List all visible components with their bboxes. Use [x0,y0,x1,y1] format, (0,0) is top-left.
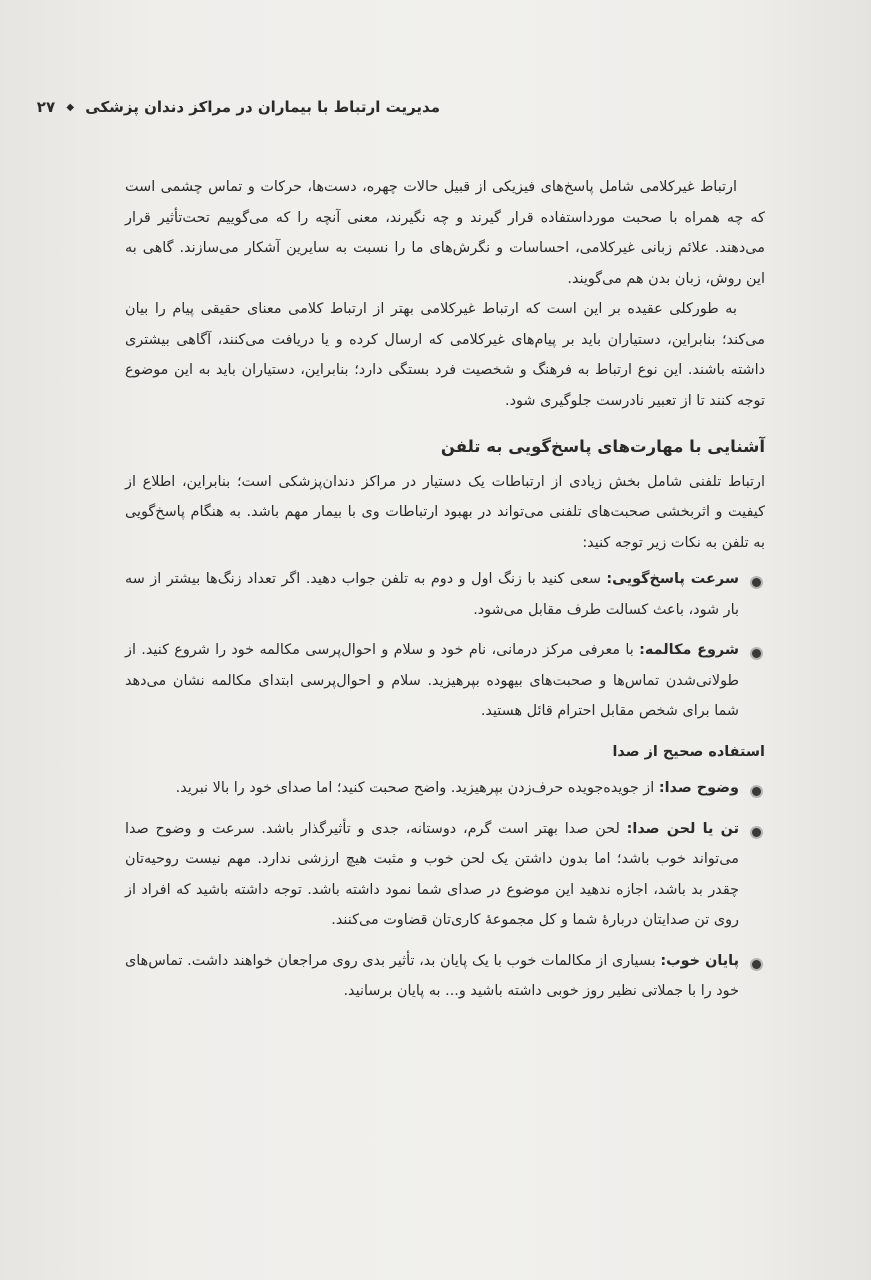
bullet-term: پایان خوب: [660,952,739,969]
page-title: مدیریت ارتباط با بیماران در مراکز دندان پزشکی [85,98,440,116]
paragraph-nonverbal: ارتباط غیرکلامی شامل پاسخ‌های فیزیکی از قبیل حالات چهره، دست‌ها، حرکات و تماس چشمی است که چه همراه با صحبت مورداستفاده قرار گیرند و چه نگیرند، معنی آنچه را که می‌گوییم تحت‌تأثیر قرار می‌دهند. علائم زبانی غیرکلامی، احساسات و نگرش‌های ما را نسبت به سایرین آشکار می‌سازند. گاهی به این روش، زبان بدن هم می‌گویند. [125,179,765,287]
list-item [125,635,765,727]
running-head [36,98,440,120]
voice-tips-list [125,773,765,1007]
section-intro: ارتباط تلفنی شامل بخش زیادی از ارتباطات یک دستیار در مراکز دندان‌پزشکی است؛ بنابراین، اطلاع از کیفیت و اثربخشی صحبت‌های تلفنی می‌تواند در بهبود ارتباطات وی با بیمار مهم باشد. به هنگام پاسخ‌گویی به تلفن به نکات زیر توجه کنید: [125,473,765,551]
bullet-text: با معرفی مرکز درمانی، نام خود و سلام و احوال‌پرسی مکالمه خود را شروع کنید. از طولانی‌شدن تماس‌ها و صحبت‌های بیهوده بپرهیزید. سلام و احوال‌پرسی ابتدای مکالمه نشان می‌دهد شما برای شخص مقابل احترام قائل هستید. [125,642,739,719]
list-item [125,814,765,936]
bullet-icon [750,576,763,589]
phone-tips-list [125,564,765,727]
bullet-text: لحن صدا بهتر است گرم، دوستانه، جدی و تأثیرگذار باشد. سرعت و وضوح صدا می‌تواند خوب باشد؛ اما بدون داشتن یک لحن خوب و مثبت هیچ ارزشی ندارد. مهم نیست روحیه‌تان چقدر بد باشد، اجازه ندهید این موضوع در صدای شما نمود داشته باشد. توجه داشته باشید که افراد از روی تن صدایتان دربارهٔ شما و کل مجموعهٔ کاری‌تان قضاوت می‌کنند. [125,820,739,928]
bullet-term: سرعت پاسخ‌گویی: [606,571,739,587]
voice-subheading: استفاده صحیح از صدا [612,743,765,760]
bullet-term: وضوح صدا: [658,780,739,796]
section-heading: آشنایی با مهارت‌های پاسخ‌گویی به تلفن [440,437,765,456]
bullet-icon [750,785,763,798]
page-body [125,172,765,1017]
bullet-icon [750,958,763,971]
bullet-text: از جویده‌جویده حرف‌زدن بپرهیزید. واضح صحبت کنید؛ اما صدای خود را بالا نبرید. [175,780,659,796]
diamond-icon: ◆ [66,102,75,113]
bullet-icon [750,826,763,839]
bullet-text: سعی کنید با زنگ اول و دوم به تلفن جواب دهید. اگر تعداد زنگ‌ها بیشتر از سه بار شود، باعث کسالت طرف مقابل می‌شود. [125,571,739,618]
bullet-term: شروع مکالمه: [639,642,739,658]
bullet-text: بسیاری از مکالمات خوب با یک پایان بد، تأثیر بدی روی مراجعان خواهند داشت. تماس‌های خود را با جملاتی نظیر روز خوبی داشته باشید و... به پایان برسانید. [125,952,739,999]
list-item [125,773,765,804]
list-item [125,564,765,625]
paragraph-nonverbal-belief: به طورکلی عقیده بر این است که ارتباط غیرکلامی بهتر از ارتباط کلامی معنای حقیقی پیام را بیان می‌کند؛ بنابراین، دستیاران باید بر پیام‌های غیرکلامی که ارسال کرده و یا دریافت می‌کنند، آگاهی بیشتری داشته باشند. این نوع ارتباط به فرهنگ و شخصیت فرد بستگی دارد؛ بنابراین، دستیاران باید به این موضوع توجه کنند تا از تعبیر نادرست جلوگیری شود. [125,301,765,409]
list-item [125,946,765,1007]
bullet-icon [750,647,763,660]
page-number: ۲۷ [36,98,56,116]
bullet-term: تن یا لحن صدا: [626,820,740,837]
